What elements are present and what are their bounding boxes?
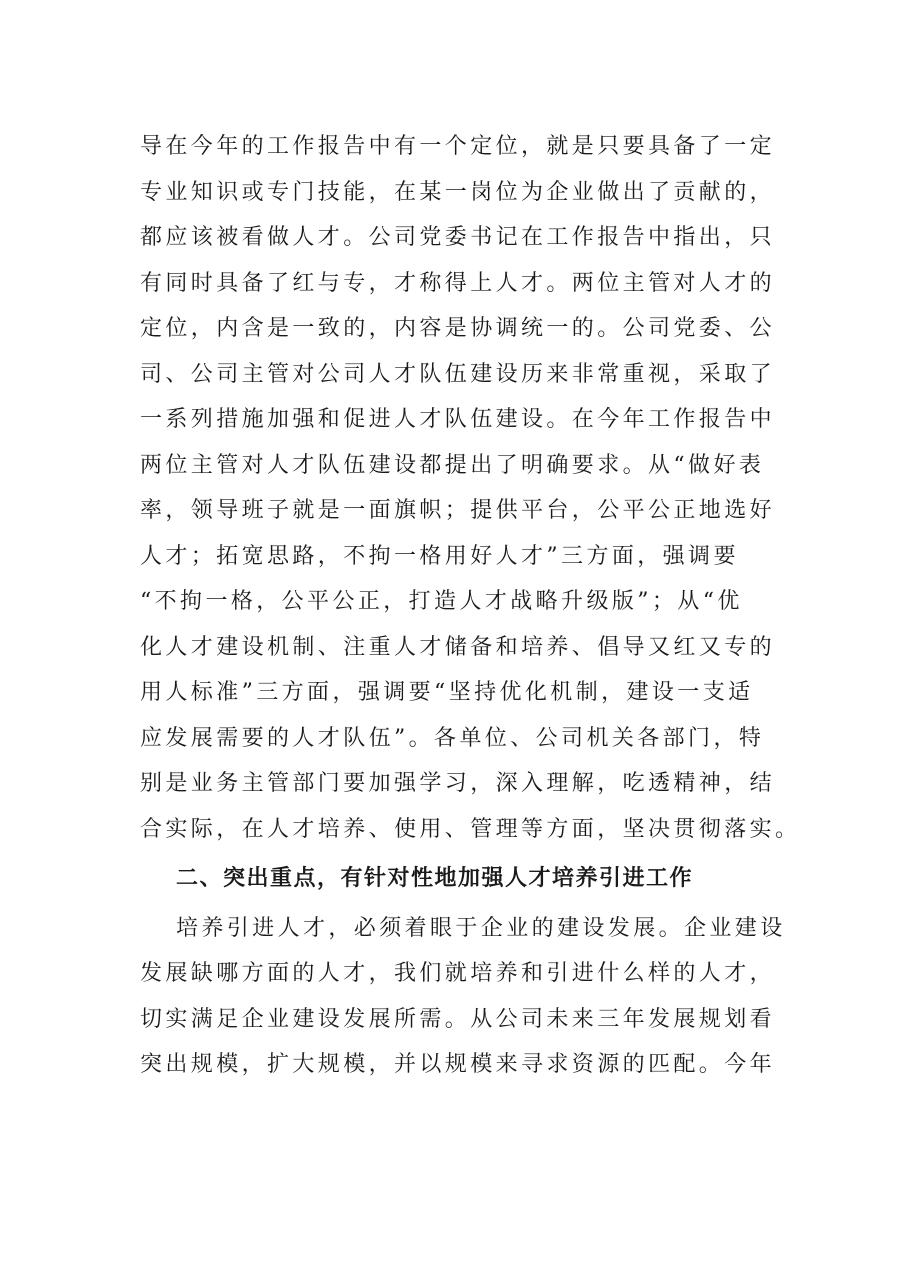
text-line: 别是业务主管部门要加强学习，深入理解，吃透精神，结: [140, 771, 776, 796]
text-line: 都应该被看做人才。公司党委书记在工作报告中指出，只: [140, 225, 776, 250]
text-line: 导在今年的工作报告中有一个定位，就是只要具备了一定: [140, 134, 776, 159]
text-line: 用人标准”三方面，强调要“坚持优化机制，建设一支适: [140, 680, 754, 705]
text-line: 两位主管对人才队伍建设都提出了明确要求。从“做好表: [140, 452, 765, 478]
text-line: “不拘一格，公平公正，打造人才战略升级版”；从“优: [140, 589, 743, 614]
text-line: 培养引进人才，必须着眼于企业的建设发展。企业建设: [176, 915, 786, 941]
text-line: 人才；拓宽思路，不拘一格用好人才”三方面，强调要: [140, 543, 739, 569]
text-line: 有同时具备了红与专，才称得上人才。两位主管对人才的: [140, 270, 776, 296]
text-line: 定位，内含是一致的，内容是协调统一的。公司党委、公: [140, 316, 776, 341]
text-line: 突出规模，扩大规模，并以规模来寻求资源的匹配。今年: [140, 1052, 776, 1077]
text-line: 化人才建设机制、注重人才储备和培养、倡导又红又专的: [140, 634, 776, 660]
text-line: 司、公司主管对公司人才队伍建设历来非常重视，采取了: [140, 361, 776, 387]
text-line: 合实际，在人才培养、使用、管理等方面，坚决贯彻落实。: [140, 816, 801, 842]
text-line: 切实满足企业建设发展所需。从公司未来三年发展规划看: [140, 1006, 776, 1032]
section-heading: 二、突出重点，有针对性地加强人才培养引进工作: [176, 865, 694, 891]
document-body: [140, 124, 801, 1088]
text-line: 应发展需要的人才队伍”。各单位、公司机关各部门，特: [140, 725, 765, 751]
text-line: 发展缺哪方面的人才，我们就培养和引进什么样的人才，: [140, 961, 776, 986]
text-line: 率，领导班子就是一面旗帜；提供平台，公平公正地选好: [140, 498, 776, 523]
text-line: 专业知识或专门技能，在某一岗位为企业做出了贡献的，: [140, 179, 776, 205]
text-line: 一系列措施加强和促进人才队伍建设。在今年工作报告中: [140, 407, 776, 432]
